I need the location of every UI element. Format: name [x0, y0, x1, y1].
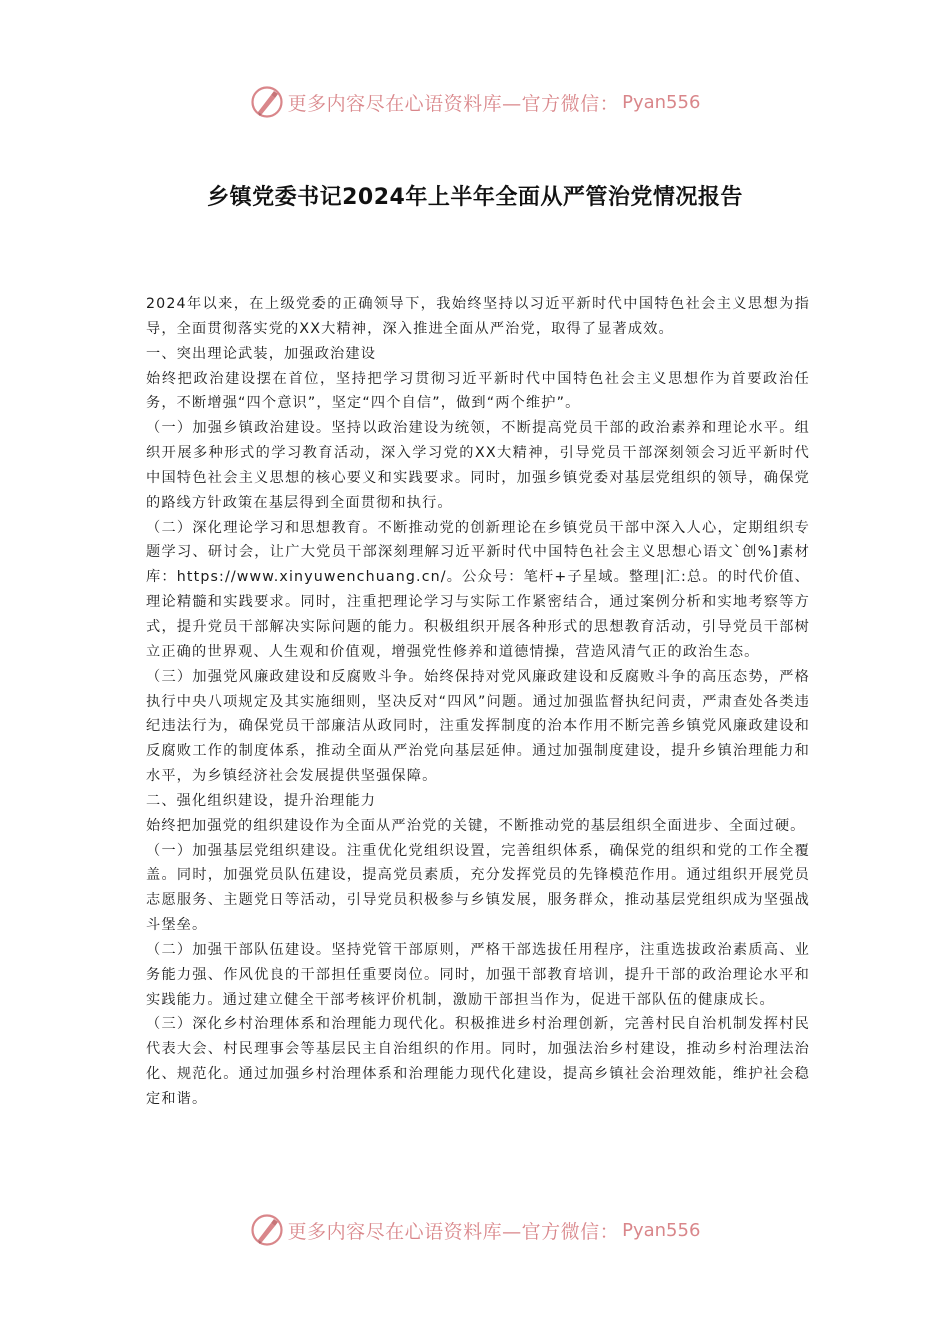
banner-content: [250, 85, 701, 119]
banner-text: 更多内容尽在心语资料库—官方微信：: [287, 92, 620, 115]
paragraph: （三）深化乡村治理体系和治理能力现代化。积极推进乡村治理创新，完善村民自治机制发挥村民代表大会、村民理事会等基层民主自治组织的作用。同时，加强法治乡村建设，推动乡村治理法治化、规范化。通过加强乡村治理体系和治理能力现代化建设，提高乡镇社会治理效能，维护社会稳定和谐。: [146, 1016, 810, 1107]
section-heading-2: 二、强化组织建设，提升治理能力: [146, 792, 377, 809]
pen-logo-icon: [250, 85, 284, 119]
paragraph: （二）深化理论学习和思想教育。不断推动党的创新理论在乡镇党员干部中深入人心，定期组织专题学习、研讨会，让广大党员干部深刻理解习近平新时代中国特色社会主义思想心语文`创%]素材库：https://www.xinyuwenchuang.cn/。公众号：笔杆+子星域。整理|汇:总。的时代价值、理论精髓和实践要求。同时，注重把理论学习与实际工作紧密结合，通过案例分析和实地考察等方式，提升党员干部解决实际问题的能力。积极组织开展各种形式的思想教育活动，引导党员干部树立正确的世界观、人生观和价值观，增强党性修养和道德情操，营造风清气正的政治生态。: [146, 519, 810, 660]
banner-wechat-id: Pyan556: [622, 1219, 701, 1241]
watermark-banner-top: [0, 82, 950, 122]
paragraph: （一）加强乡镇政治建设。坚持以政治建设为统领，不断提高党员干部的政治素养和理论水平。组织开展多种形式的学习教育活动，深入学习党的XX大精神，引导党员干部深刻领会习近平新时代中国特色社会主义思想的核心要义和实践要求。同时，加强乡镇党委对基层党组织的领导，确保党的路线方针政策在基层得到全面贯彻和执行。: [146, 420, 810, 511]
banner-wechat-id: Pyan556: [622, 91, 701, 113]
paragraph: （二）加强干部队伍建设。坚持党管干部原则，严格干部选拔任用程序，注重选拔政治素质高、业务能力强、作风优良的干部担任重要岗位。同时，加强干部教育培训，提升干部的政治理论水平和实践能力。通过建立健全干部考核评价机制，激励干部担当作为，促进干部队伍的健康成长。: [146, 941, 810, 1008]
document-title: 乡镇党委书记2024年上半年全面从严管治党情况报告: [207, 185, 743, 210]
paragraph-intro: 2024年以来，在上级党委的正确领导下，我始终坚持以习近平新时代中国特色社会主义思想为指导，全面贯彻落实党的XX大精神，深入推进全面从严治党，取得了显著成效。: [146, 296, 810, 337]
document-body: [146, 292, 810, 1112]
section-heading-1: 一、突出理论武装，加强政治建设: [146, 345, 377, 362]
watermark-banner-bottom: [0, 1210, 950, 1250]
banner-content: [250, 1213, 701, 1247]
paragraph: （一）加强基层党组织建设。注重优化党组织设置，完善组织体系，确保党的组织和党的工作全覆盖。同时，加强党员队伍建设，提高党员素质，充分发挥党员的先锋模范作用。通过组织开展党员志愿服务、主题党日等活动，引导党员积极参与乡镇发展，服务群众，推动基层党组织成为坚强战斗堡垒。: [146, 842, 810, 934]
pen-logo-icon: [250, 1213, 284, 1247]
paragraph: 始终把政治建设摆在首位，坚持把学习贯彻习近平新时代中国特色社会主义思想作为首要政治任务，不断增强“四个意识”，坚定“四个自信”，做到“两个维护”。: [146, 370, 810, 412]
banner-text: 更多内容尽在心语资料库—官方微信：: [287, 1220, 620, 1243]
paragraph: 始终把加强党的组织建设作为全面从严治党的关键，不断推动党的基层组织全面进步、全面过硬。: [146, 817, 806, 834]
paragraph: （三）加强党风廉政建设和反腐败斗争。始终保持对党风廉政建设和反腐败斗争的高压态势，严格执行中央八项规定及其实施细则，坚决反对“四风”问题。通过加强监督执纪问责，严肃查处各类违纪违法行为，确保党员干部廉洁从政同时，注重发挥制度的治本作用不断完善乡镇党风廉政建设和反腐败工作的制度体系，推动全面从严治党向基层延伸。通过加强制度建设，提升乡镇治理能力和水平，为乡镇经济社会发展提供坚强保障。: [146, 668, 810, 785]
